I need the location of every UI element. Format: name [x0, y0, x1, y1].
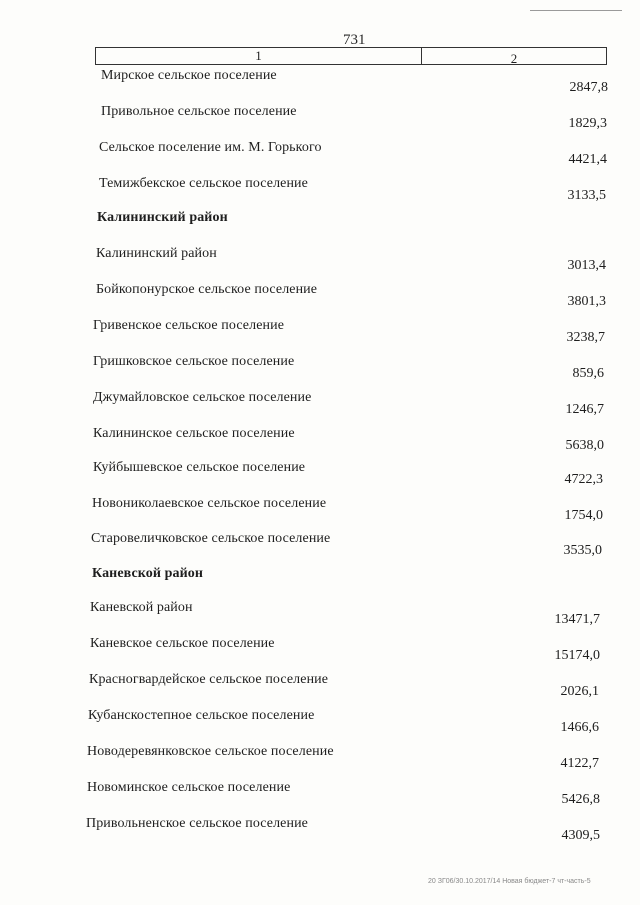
table-row [0, 708, 640, 744]
footer-stamp: 20 ЗГ06/30.10.2017/14 Новая бюджет-7 чт-часть-5 [428, 878, 591, 885]
table-row [0, 426, 640, 462]
row-name: Темижбекское сельское поселение [99, 176, 308, 191]
table-header-col1: 1 [96, 48, 422, 64]
row-name: Новоминское сельское поселение [87, 780, 291, 795]
table-row [0, 68, 640, 104]
row-value: 1466,6 [560, 720, 599, 735]
row-name: Мирское сельское поселение [101, 68, 277, 83]
section-heading [0, 210, 640, 246]
row-name: Каневской район [90, 600, 193, 615]
row-name: Новодеревянковское сельское поселение [87, 744, 334, 759]
row-name: Каневской район [92, 566, 204, 581]
row-value: 4722,3 [564, 472, 603, 487]
row-name: Гришковское сельское поселение [93, 354, 295, 369]
table-row [0, 246, 640, 282]
table-row [0, 744, 640, 780]
table-row [0, 354, 640, 390]
row-name: Красногвардейское сельское поселение [89, 672, 329, 687]
row-value: 3801,3 [567, 294, 606, 309]
row-name: Каневское сельское поселение [90, 636, 275, 651]
row-name: Куйбышевское сельское поселение [93, 460, 306, 475]
row-value: 3535,0 [563, 543, 602, 558]
page-number: 731 [343, 32, 366, 48]
row-name: Сельское поселение им. М. Горького [99, 140, 322, 155]
table-row [0, 816, 640, 852]
table-row [0, 600, 640, 636]
table-row [0, 318, 640, 354]
row-name: Гривенское сельское поселение [93, 318, 285, 333]
table-header [95, 47, 607, 65]
row-value: 3013,4 [567, 258, 606, 273]
row-value: 4122,7 [560, 756, 599, 771]
table-row [0, 672, 640, 708]
section-heading [0, 566, 640, 602]
table-header-col2: 2 [510, 51, 518, 66]
row-name: Бойкопонурское сельское поселение [96, 282, 318, 297]
row-value: 2026,1 [560, 684, 599, 699]
scan-corner-mark [530, 10, 622, 11]
table-row [0, 531, 640, 567]
table-row [0, 140, 640, 176]
row-value: 3238,7 [566, 330, 605, 345]
table-row [0, 104, 640, 140]
row-value: 4421,4 [568, 152, 607, 167]
row-name: Калининский район [97, 210, 228, 225]
row-value: 3133,5 [567, 188, 606, 203]
row-value: 5638,0 [565, 438, 604, 453]
row-value: 1829,3 [568, 116, 607, 131]
table-row [0, 390, 640, 426]
row-name: Калининское сельское поселение [93, 426, 295, 441]
row-value: 859,6 [572, 366, 604, 381]
row-value: 1246,7 [565, 402, 604, 417]
table-row [0, 282, 640, 318]
row-value: 2847,8 [569, 80, 608, 95]
row-name: Привольное сельское поселение [101, 104, 297, 119]
table-row [0, 496, 640, 532]
row-name: Новониколаевское сельское поселение [92, 496, 327, 511]
row-name: Джумайловское сельское поселение [93, 390, 312, 405]
row-name: Привольненское сельское поселение [86, 816, 308, 831]
table-row [0, 176, 640, 212]
row-value: 1754,0 [564, 508, 603, 523]
table-row [0, 780, 640, 816]
row-value: 5426,8 [561, 792, 600, 807]
row-name: Калининский район [96, 246, 217, 261]
row-value: 4309,5 [561, 828, 600, 843]
row-name: Старовеличковское сельское поселение [91, 531, 331, 546]
table-row [0, 460, 640, 496]
table-row [0, 636, 640, 672]
row-value: 15174,0 [554, 648, 600, 663]
row-name: Кубанскостепное сельское поселение [88, 708, 315, 723]
row-value: 13471,7 [554, 612, 600, 627]
